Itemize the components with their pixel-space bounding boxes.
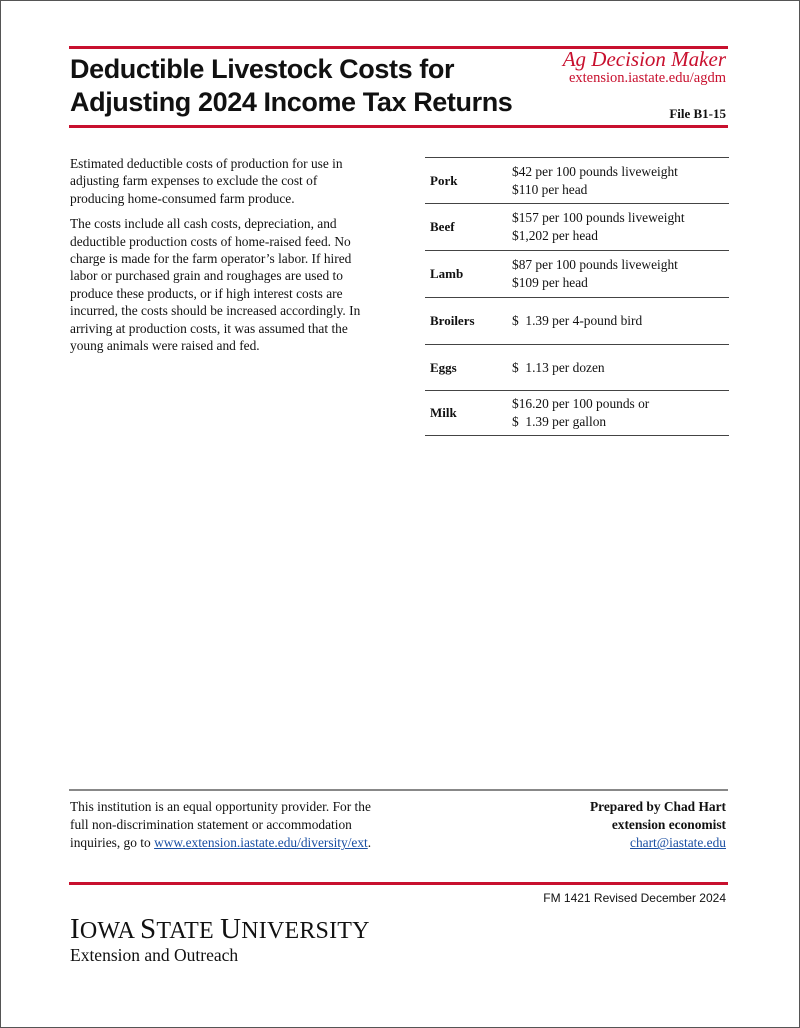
row-values bbox=[512, 256, 729, 292]
table-row-pork bbox=[425, 158, 729, 204]
table-row-eggs bbox=[425, 345, 729, 391]
value-line-2: $110 per head bbox=[512, 181, 588, 197]
row-values bbox=[512, 209, 729, 245]
eeo-text: This institution is an equal opportunity provider. For the full non-discrimination statement or accommodation inquiries, go to bbox=[70, 799, 371, 851]
value-line-1: $157 per 100 pounds liveweight bbox=[512, 210, 685, 225]
eeo-period: . bbox=[367, 835, 372, 851]
brand-name: Ag Decision Maker bbox=[562, 47, 726, 71]
value-line-1: $ 1.13 per dozen bbox=[512, 359, 605, 375]
author-block bbox=[466, 798, 726, 853]
value-line-1: $ 1.39 per 4-pound bird bbox=[512, 313, 643, 328]
file-number: File B1-15 bbox=[669, 106, 726, 121]
table-row-broilers bbox=[425, 298, 729, 345]
footer-red-rule bbox=[69, 882, 728, 885]
row-values bbox=[512, 359, 729, 377]
value-line-2: $ 1.39 per gallon bbox=[512, 414, 607, 429]
author-role: extension economist bbox=[611, 817, 726, 833]
page-title bbox=[70, 53, 512, 119]
row-values bbox=[512, 163, 729, 199]
intro-text bbox=[70, 155, 370, 362]
value-line-1: $42 per 100 pounds liveweight bbox=[512, 163, 678, 179]
value-line-2: $109 per head bbox=[512, 275, 588, 290]
value-line-2: $1,202 per head bbox=[512, 228, 598, 243]
prepared-by: Prepared by Chad Hart bbox=[589, 799, 726, 814]
table-row-milk bbox=[425, 391, 729, 436]
row-label: Eggs bbox=[430, 359, 457, 375]
publication-number: FM 1421 Revised December 2024 bbox=[543, 891, 726, 905]
row-label: Pork bbox=[430, 172, 458, 188]
title-line-2: Adjusting 2024 Income Tax Returns bbox=[70, 87, 513, 117]
footer-top-rule bbox=[69, 789, 728, 791]
brand-url[interactable]: extension.iastate.edu/agdm bbox=[568, 70, 726, 86]
row-label: Beef bbox=[430, 219, 455, 234]
title-line-1: Deductible Livestock Costs for bbox=[70, 54, 455, 84]
university-wordmark: IOWA STATE UNIVERSITY bbox=[70, 913, 370, 945]
row-label: Milk bbox=[430, 405, 457, 420]
author-email-link[interactable]: chart@iastate.edu bbox=[630, 835, 726, 851]
university-unit: Extension and Outreach bbox=[70, 945, 239, 965]
row-values bbox=[512, 395, 729, 431]
eeo-statement bbox=[70, 798, 390, 853]
value-line-1: $16.20 per 100 pounds or bbox=[512, 396, 650, 411]
intro-paragraph-1: Estimated deductible costs of production for use in adjusting farm expenses to exclude the cost of producing home-consumed farm produce. bbox=[70, 156, 343, 206]
table-row-lamb bbox=[425, 251, 729, 298]
diversity-link[interactable]: www.extension.iastate.edu/diversity/ext bbox=[154, 835, 368, 851]
row-values bbox=[512, 312, 729, 330]
table-row-beef bbox=[425, 204, 729, 251]
cost-table bbox=[425, 157, 729, 436]
row-label: Broilers bbox=[430, 313, 475, 328]
row-label: Lamb bbox=[430, 266, 464, 281]
value-line-1: $87 per 100 pounds liveweight bbox=[512, 257, 678, 272]
header-bottom-rule bbox=[69, 125, 728, 128]
intro-paragraph-2: The costs include all cash costs, depreciation, and deductible production costs of home-raised feed. No charge is made for the farm operator’s labor. If hired labor or purchased grain and roughages are used to produce these products, or if high interest costs are incurred, the costs should be increased accordingly. In arriving at production costs, it was assumed that the young animals were raised and fed. bbox=[70, 216, 361, 354]
